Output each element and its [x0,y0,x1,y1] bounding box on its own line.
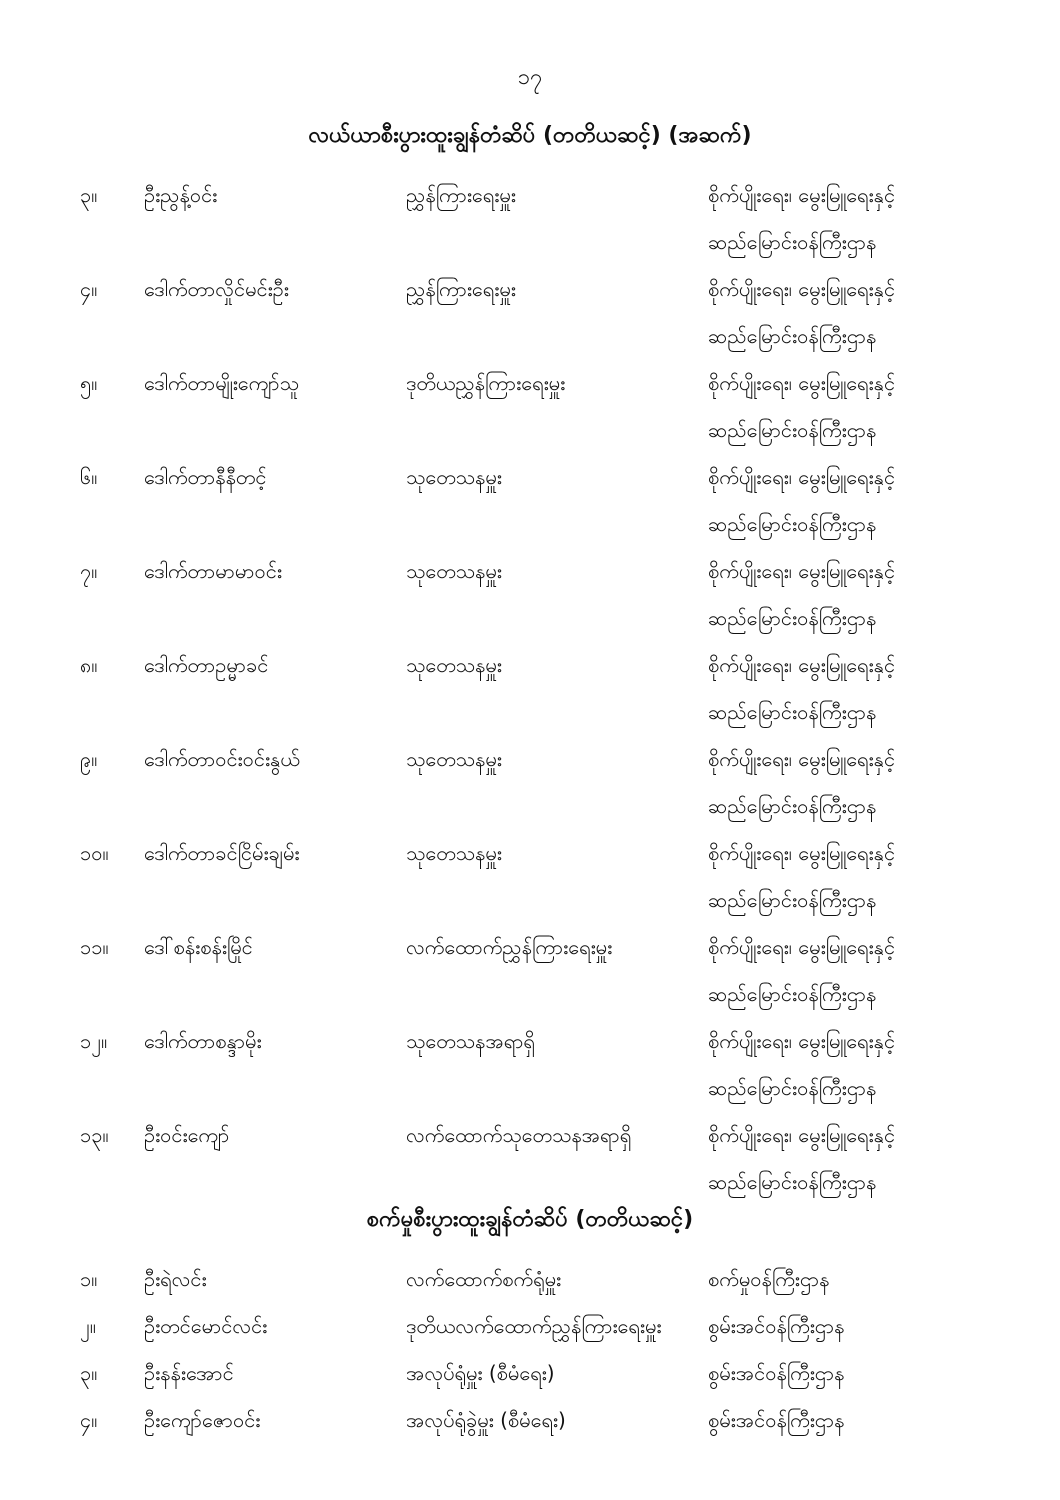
item-number: ၅။ [80,371,98,395]
section-heading-industry: စက်မှုစီးပွားထူးချွန်တံဆိပ် (တတိယဆင့်) [366,1207,694,1232]
awardee-name: ဒေါက်တာနီနီတင့် [144,465,267,489]
awardee-position: သုတေသနမှူး [406,465,502,489]
item-number: ၃။ [80,1361,98,1385]
awardee-ministry: စက်မှုဝန်ကြီးဌာန [708,1267,830,1291]
awardee-name: ဦးနန်းအောင် [144,1361,234,1385]
awardee-ministry: စိုက်ပျိုးရေး၊ မွေးမြူရေးနှင့် ဆည်မြောင်းဝန်ကြီးဌာန [708,1029,896,1100]
item-number: ၂။ [80,1314,96,1338]
list-item [0,730,1060,824]
awardee-ministry: စိုက်ပျိုးရေး၊ မွေးမြူရေးနှင့် ဆည်မြောင်းဝန်ကြီးဌာန [708,935,896,1006]
list-item [0,636,1060,730]
item-number: ၃။ [80,183,98,207]
awardee-name: ဒေါက်တာဝင်းဝင်းနွယ် [144,747,300,771]
list-item [0,260,1060,354]
awardee-ministry: စိုက်ပျိုးရေး၊ မွေးမြူရေးနှင့် ဆည်မြောင်းဝန်ကြီးဌာန [708,183,896,254]
awardee-position: လက်ထောက်ညွှန်ကြားရေးမှူး [406,935,613,959]
item-number: ၁၁။ [80,935,109,959]
page-number: ၁၇ [517,65,543,90]
awardee-position: သုတေသနအရာရှိ [406,1029,535,1053]
awardee-position: ဒုတိယလက်ထောက်ညွှန်ကြားရေးမှူး [406,1314,662,1338]
awardee-ministry: စိုက်ပျိုးရေး၊ မွေးမြူရေးနှင့် ဆည်မြောင်းဝန်ကြီးဌာန [708,747,896,818]
awardee-name: ဒေါက်တာခင်ငြိမ်းချမ်း [144,841,300,865]
awardee-list-agriculture [0,166,1060,1200]
awardee-position: သုတေသနမှူး [406,841,502,865]
list-item [0,1344,1060,1391]
list-item [0,824,1060,918]
awardee-ministry: စွမ်းအင်ဝန်ကြီးဌာန [708,1408,845,1432]
item-number: ၁၂။ [80,1029,108,1053]
awardee-position: သုတေသနမှူး [406,747,502,771]
awardee-name: ဦးတင်မောင်လင်း [144,1314,268,1338]
awardee-name: ဒေါက်တာမာမာဝင်း [144,559,282,583]
list-item [0,918,1060,1012]
item-number: ၁။ [80,1267,98,1291]
awardee-name: ဦးညွန့်ဝင်း [144,183,218,207]
awardee-position: လက်ထောက်စက်ရုံမှူး [406,1267,562,1291]
awardee-name: ဒေါက်တာစန္ဒာမိုး [144,1029,262,1053]
item-number: ၁၀။ [80,841,109,865]
item-number: ၉။ [80,747,98,771]
list-item [0,1012,1060,1106]
awardee-name: ဒေါက်တာဥမ္မာခင် [144,653,269,677]
awardee-name: ဒေါ်စန်းစန်းမြိုင် [144,935,253,959]
awardee-position: ညွှန်ကြားရေးမှူး [406,183,516,207]
list-item [0,354,1060,448]
list-item [0,166,1060,260]
awardee-name: ဒေါက်တာမျိုးကျော်သူ [144,371,299,395]
awardee-position: သုတေသနမှူး [406,559,502,583]
awardee-list-industry [0,1250,1060,1438]
awardee-ministry: စိုက်ပျိုးရေး၊ မွေးမြူရေးနှင့် ဆည်မြောင်းဝန်ကြီးဌာန [708,1123,896,1194]
awardee-position: အလုပ်ရုံမှူး (စီမံရေး) [406,1361,555,1385]
list-item [0,1250,1060,1297]
awardee-ministry: စိုက်ပျိုးရေး၊ မွေးမြူရေးနှင့် ဆည်မြောင်းဝန်ကြီးဌာန [708,277,896,348]
awardee-name: ဒေါက်တာလှိုင်မင်းဦး [144,277,289,301]
awardee-ministry: စွမ်းအင်ဝန်ကြီးဌာန [708,1361,845,1385]
awardee-ministry: စိုက်ပျိုးရေး၊ မွေးမြူရေးနှင့် ဆည်မြောင်းဝန်ကြီးဌာန [708,841,896,912]
list-item [0,448,1060,542]
awardee-name: ဦးကျော်ဇောဝင်း [144,1408,261,1432]
awardee-ministry: စိုက်ပျိုးရေး၊ မွေးမြူရေးနှင့် ဆည်မြောင်းဝန်ကြီးဌာန [708,465,896,536]
list-item [0,542,1060,636]
awardee-ministry: စိုက်ပျိုးရေး၊ မွေးမြူရေးနှင့် ဆည်မြောင်းဝန်ကြီးဌာန [708,559,896,630]
awardee-position: သုတေသနမှူး [406,653,502,677]
item-number: ၇။ [80,559,98,583]
awardee-ministry: စွမ်းအင်ဝန်ကြီးဌာန [708,1314,845,1338]
item-number: ၁၃။ [80,1123,109,1147]
item-number: ၄။ [80,1408,98,1432]
list-item [0,1297,1060,1344]
awardee-position: အလုပ်ရုံခွဲမှူး (စီမံရေး) [406,1408,566,1432]
item-number: ၈။ [80,653,98,677]
section-heading-agriculture: လယ်ယာစီးပွားထူးချွန်တံဆိပ် (တတိယဆင့်) (အဆက်) [308,123,752,148]
awardee-position: လက်ထောက်သုတေသနအရာရှိ [406,1123,632,1147]
awardee-name: ဦးရဲလင်း [144,1267,207,1291]
awardee-position: ညွှန်ကြားရေးမှူး [406,277,516,301]
item-number: ၆။ [80,465,98,489]
awardee-name: ဦးဝင်းကျော် [144,1123,230,1147]
item-number: ၄။ [80,277,98,301]
awardee-position: ဒုတိယညွှန်ကြားရေးမှူး [406,371,566,395]
awardee-ministry: စိုက်ပျိုးရေး၊ မွေးမြူရေးနှင့် ဆည်မြောင်းဝန်ကြီးဌာန [708,371,896,442]
list-item [0,1106,1060,1200]
awardee-ministry: စိုက်ပျိုးရေး၊ မွေးမြူရေးနှင့် ဆည်မြောင်းဝန်ကြီးဌာန [708,653,896,724]
list-item [0,1391,1060,1438]
